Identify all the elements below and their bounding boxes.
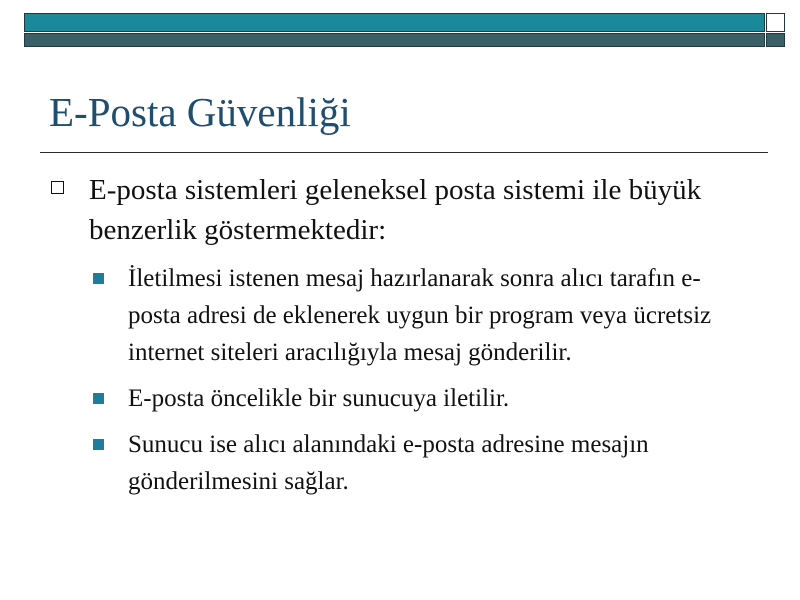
slide-content	[40, 170, 770, 509]
header-bar-bottom	[24, 33, 765, 47]
header-bar-top	[24, 13, 765, 32]
title-divider	[40, 152, 768, 153]
header-square-bottom	[766, 33, 785, 47]
sub-bullet-item	[40, 260, 770, 371]
slide-title: E-Posta Güvenliği	[49, 89, 351, 135]
hollow-square-bullet-icon	[51, 181, 64, 194]
sub-bullet-text: Sunucu ise alıcı alanındaki e-posta adresine mesajın gönderilmesini sağlar.	[128, 431, 649, 495]
bullet-main	[40, 170, 770, 250]
header-square-top	[766, 13, 785, 32]
sub-bullet-item	[40, 426, 770, 500]
filled-square-bullet-icon	[93, 273, 104, 284]
sub-bullet-text: İletilmesi istenen mesaj hazırlanarak sonra alıcı tarafın e-posta adresi de eklenerek uygun bir program veya ücretsiz internet siteleri aracılığıyla mesaj gönderilir.	[128, 265, 712, 366]
bullet-main-text: E-posta sistemleri geleneksel posta sistemi ile büyük benzerlik göstermektedir:	[89, 174, 702, 246]
sub-bullet-item	[40, 380, 770, 417]
filled-square-bullet-icon	[93, 439, 104, 450]
sub-bullet-text: E-posta öncelikle bir sunucuya iletilir.	[128, 385, 510, 412]
sub-bullet-list	[40, 260, 770, 500]
filled-square-bullet-icon	[93, 393, 104, 404]
